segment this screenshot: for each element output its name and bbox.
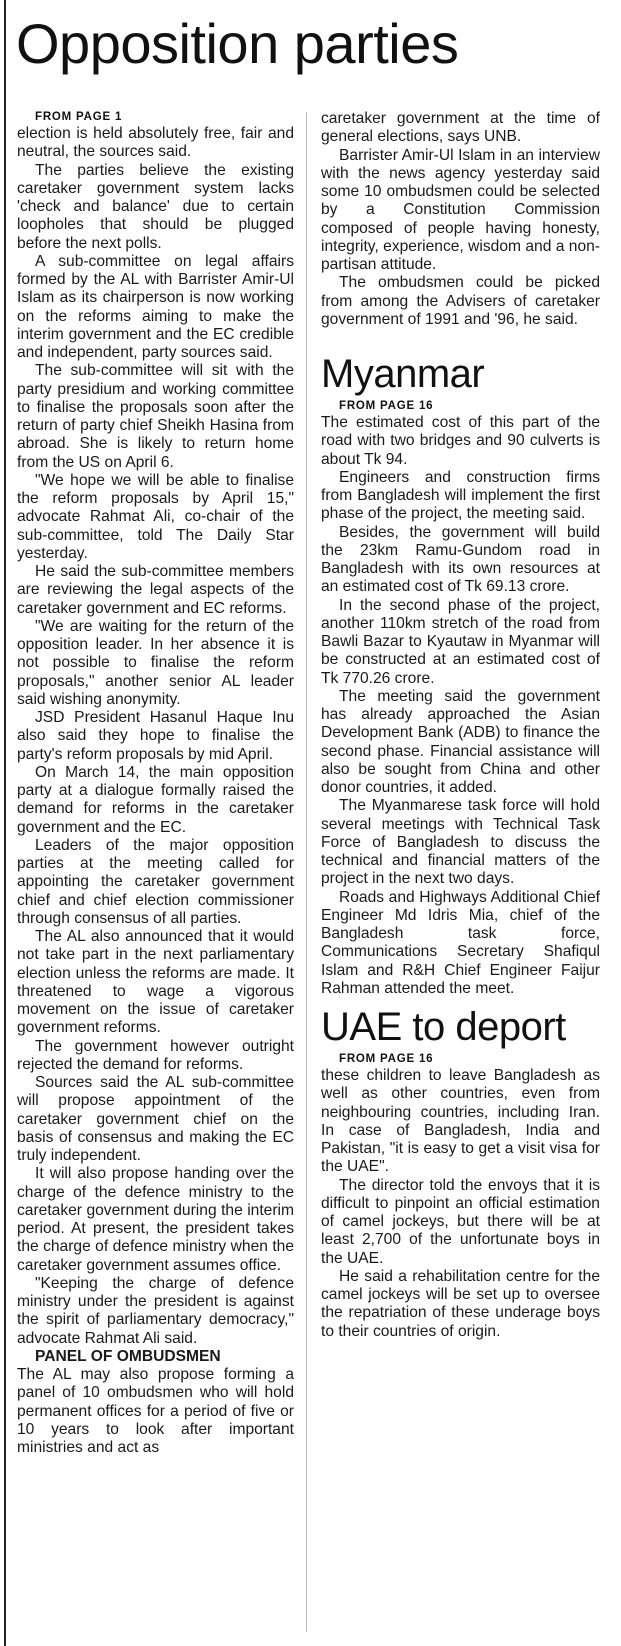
from-page-label: FROM PAGE 16 bbox=[339, 1053, 434, 1065]
article-paragraph: Sources said the AL sub-committee will propose appointment of the caretaker government chief on the basis of consensus and making the EC truly independent. bbox=[17, 1074, 294, 1164]
article-paragraph: Barrister Amir-Ul Islam in an interview with the news agency yesterday said some 10 ombudsmen could be selected by a Constitution Commission composed of people having honesty, integrity, experience, wisdom and a non-partisan attitude. bbox=[321, 146, 600, 273]
article-paragraph: Engineers and construction firms from Bangladesh will implement the first phase of the project, the meeting said. bbox=[321, 468, 600, 523]
from-page-label: FROM PAGE 1 bbox=[35, 111, 123, 123]
article-paragraph: The government however outright rejected the demand for reforms. bbox=[17, 1037, 294, 1073]
article-paragraph: Besides, the government will build the 23km Ramu-Gundom road in Bangladesh with its own resources at an estimated cost of Tk 69.13 crore. bbox=[321, 523, 600, 596]
article-paragraph: The parties believe the existing caretaker government system lacks 'check and balance' due to certain loopholes that should be plugged before the next polls. bbox=[17, 161, 294, 252]
myanmar-headline: Myanmar bbox=[321, 352, 485, 396]
article-paragraph: In the second phase of the project, another 110km stretch of the road from Bawli Bazar to Kyautaw in Myanmar will be constructed at an estimated cost of Tk 770.26 crore. bbox=[321, 596, 600, 687]
column-divider bbox=[306, 112, 307, 1632]
article-paragraph: Roads and Highways Additional Chief Engineer Md Idris Mia, chief of the Bangladesh task force, Communications Secretary Shafiqul Islam and R&H Chief Engineer Faijur Rahman attended the meet. bbox=[321, 888, 600, 997]
left-column bbox=[17, 110, 294, 1457]
page-left-rule bbox=[4, 0, 6, 1646]
article-paragraph: It will also propose handing over the charge of the defence ministry to the caretaker government during the interim period. At present, the president takes the charge of defence ministry when the caretaker government assumes office. bbox=[17, 1165, 294, 1274]
article-paragraph: The director told the envoys that it is difficult to pinpoint an official estimation of camel jockeys, but there will be at least 2,700 of the unfortunate boys in the UAE. bbox=[321, 1176, 600, 1267]
from-page-label: FROM PAGE 16 bbox=[339, 400, 434, 412]
main-headline: Opposition parties bbox=[16, 12, 459, 75]
article-paragraph: He said the sub-committee members are reviewing the legal aspects of the caretaker government and EC reforms. bbox=[17, 563, 294, 617]
article-paragraph: The Myanmarese task force will hold several meetings with Technical Task Force of Bangladesh to discuss the technical and financial matters of the project in the next two days. bbox=[321, 797, 600, 888]
article-paragraph: The sub-committee will sit with the party presidium and working committee to finalise the proposals soon after the return of party chief Sheikh Hasina from abroad. She is likely to return home from the US on April 6. bbox=[17, 362, 294, 471]
article-paragraph: "We are waiting for the return of the opposition leader. In her absence it is not possible to finalise the reform proposals," another senior AL leader said wishing anonymity. bbox=[17, 617, 294, 708]
subhead-panel-of-ombudsmen: PANEL OF OMBUDSMEN bbox=[35, 1347, 221, 1365]
article-paragraph: On March 14, the main opposition party at a dialogue formally raised the demand for reforms in the caretaker government and the EC. bbox=[17, 763, 294, 836]
article-paragraph: The AL may also propose forming a panel of 10 ombudsmen who will hold permanent offices for a period of five or 10 years to look after important ministries and act as bbox=[17, 1366, 294, 1456]
article-paragraph: The AL also announced that it would not take part in the next parliamentary election unless the reforms are made. It threatened to wage a vigorous movement on the issue of caretaker government reforms. bbox=[17, 928, 294, 1037]
article-paragraph: JSD President Hasanul Haque Inu also said they hope to finalise the party's reform proposals by mid April. bbox=[17, 709, 294, 763]
article-paragraph: election is held absolutely free, fair and neutral, the sources said. bbox=[17, 125, 294, 161]
article-paragraph: The meeting said the government has already approached the Asian Development Bank (ADB) to finance the second phase. Financial assistance will also be sought from China and other donor countries, it added. bbox=[321, 687, 600, 796]
right-column bbox=[321, 110, 600, 1341]
uae-headline: UAE to deport bbox=[321, 1005, 566, 1049]
article-paragraph: these children to leave Bangladesh as well as other countries, even from neighbouring countries, including Iran. In case of Bangladesh, India and Pakistan, "it is easy to get a visit visa for the UAE". bbox=[321, 1067, 600, 1176]
article-paragraph: Leaders of the major opposition parties at the meeting called for appointing the caretaker government chief and chief election commissioner through consensus of all parties. bbox=[17, 836, 294, 927]
article-paragraph: The ombudsmen could be picked from among the Advisers of caretaker government of 1991 and '96, he said. bbox=[321, 274, 600, 328]
article-paragraph: He said a rehabilitation centre for the camel jockeys will be set up to oversee the repatriation of these underage boys to their countries of origin. bbox=[321, 1267, 600, 1340]
article-paragraph: caretaker government at the time of general elections, says UNB. bbox=[321, 110, 600, 146]
article-paragraph: A sub-committee on legal affairs formed by the AL with Barrister Amir-Ul Islam as its chairperson is now working on the reforms aiming to make the interim government and the EC credible and independent, party sources said. bbox=[17, 252, 294, 361]
article-paragraph: "Keeping the charge of defence ministry under the president is against the spirit of parliamentary democracy," advocate Rahmat Ali said. bbox=[17, 1274, 294, 1347]
article-paragraph: The estimated cost of this part of the road with two bridges and 90 culverts is about Tk 94. bbox=[321, 414, 600, 468]
article-paragraph: "We hope we will be able to finalise the reform proposals by April 15," advocate Rahmat Ali, co-chair of the sub-committee, told The Daily Star yesterday. bbox=[17, 471, 294, 562]
